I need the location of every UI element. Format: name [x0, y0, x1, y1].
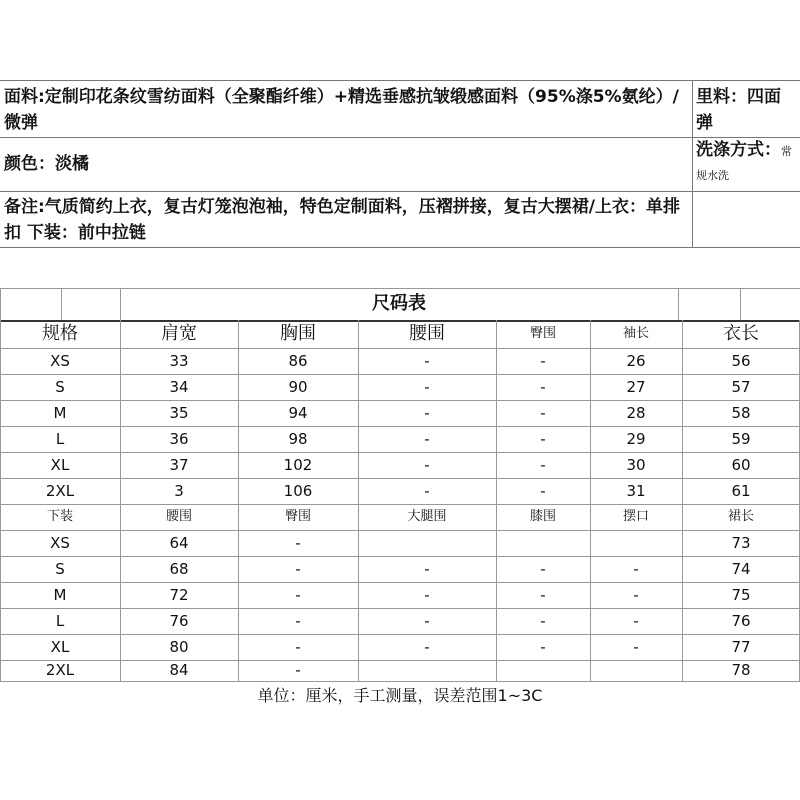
table-cell: -	[540, 482, 546, 500]
info-divider	[0, 137, 800, 138]
table-cell: XL	[50, 638, 70, 656]
table-cell: 84	[169, 661, 189, 679]
header-cell: 大腿围	[407, 509, 447, 524]
table-cell: 59	[731, 430, 751, 448]
header-cell: 袖长	[622, 326, 649, 341]
table-cell: -	[424, 378, 430, 396]
table-cell: 60	[731, 456, 751, 474]
table-cell: -	[540, 638, 546, 656]
table-cell: 94	[288, 404, 308, 422]
table-cell: -	[295, 661, 301, 679]
table-cell: 3	[174, 482, 184, 500]
table-cell: -	[295, 534, 301, 552]
table-cell: 29	[626, 430, 646, 448]
table-cell	[590, 530, 682, 556]
table-cell: 2XL	[45, 661, 75, 679]
table-cell: 106	[283, 482, 313, 500]
table-cell: -	[424, 430, 430, 448]
table-cell: XL	[50, 456, 70, 474]
size-table-title-row	[0, 288, 800, 320]
table-cell: 26	[626, 352, 646, 370]
color-text: 颜色：淡橘	[4, 154, 89, 174]
table-cell: 76	[169, 612, 189, 630]
table-cell: -	[295, 560, 301, 578]
table-cell: -	[295, 612, 301, 630]
table-cell: S	[55, 378, 65, 396]
table-cell: 90	[288, 378, 308, 396]
table-cell: -	[633, 612, 639, 630]
header-cell: 肩宽	[161, 323, 197, 344]
table-cell: -	[540, 612, 546, 630]
table-cell: XS	[50, 534, 70, 552]
table-cell: 64	[169, 534, 189, 552]
table-cell: 78	[731, 661, 751, 679]
wash-label: 洗涤方式：	[696, 140, 781, 160]
header-cell: 胸围	[280, 323, 316, 344]
table-cell	[496, 530, 590, 556]
table-cell: -	[540, 430, 546, 448]
table-cell: 28	[626, 404, 646, 422]
table-cell: L	[55, 430, 65, 448]
table-cell: M	[53, 404, 67, 422]
lining-text: 里料：四面弹	[696, 87, 781, 133]
table-cell: -	[633, 560, 639, 578]
table-cell	[496, 660, 590, 681]
table-cell: -	[540, 456, 546, 474]
table-cell: 74	[731, 560, 751, 578]
table-cell: -	[540, 586, 546, 604]
table-cell: 86	[288, 352, 308, 370]
header-cell: 衣长	[723, 323, 759, 344]
table-cell: -	[424, 560, 430, 578]
table-cell: 102	[283, 456, 313, 474]
notes-text: 备注:气质简约上衣，复古灯笼泡泡袖，特色定制面料，压褶拼接，复古大摆裙/上衣：单排扣 下装：前中拉链	[4, 197, 681, 243]
table-cell: 77	[731, 638, 751, 656]
table-cell: -	[424, 456, 430, 474]
header-cell: 臀围	[284, 509, 311, 524]
table-cell: L	[55, 612, 65, 630]
header-cell: 裙长	[727, 509, 754, 524]
header-cell: 摆口	[622, 509, 649, 524]
table-cell: 72	[169, 586, 189, 604]
table-cell: M	[53, 586, 67, 604]
table-cell: 33	[169, 352, 189, 370]
table-cell: -	[424, 404, 430, 422]
unit-note: 单位：厘米，手工测量，误差范围1~3C	[257, 686, 543, 705]
table-cell: 2XL	[45, 482, 75, 500]
table-cell: 73	[731, 534, 751, 552]
table-cell: 68	[169, 560, 189, 578]
table-cell: -	[540, 352, 546, 370]
table-cell: -	[295, 638, 301, 656]
table-cell: S	[55, 560, 65, 578]
table-cell: 61	[731, 482, 751, 500]
header-cell: 腰围	[165, 509, 192, 524]
table-cell: -	[295, 586, 301, 604]
table-cell: 57	[731, 378, 751, 396]
table-cell: -	[424, 586, 430, 604]
header-cell: 腰围	[409, 323, 445, 344]
table-cell: -	[424, 482, 430, 500]
table-cell: 75	[731, 586, 751, 604]
info-divider-vertical	[692, 81, 693, 247]
table-cell: 35	[169, 404, 189, 422]
table-cell: 98	[288, 430, 308, 448]
table-cell: 76	[731, 612, 751, 630]
header-cell: 臀围	[529, 326, 556, 341]
table-cell: -	[424, 352, 430, 370]
table-cell: -	[633, 638, 639, 656]
table-cell: -	[540, 560, 546, 578]
table-cell: 37	[169, 456, 189, 474]
table-cell: -	[540, 404, 546, 422]
table-cell	[358, 660, 496, 681]
table-cell: -	[424, 612, 430, 630]
table-cell: 36	[169, 430, 189, 448]
wash-value: 常规水洗	[696, 145, 792, 182]
table-cell: -	[424, 638, 430, 656]
table-cell: XS	[50, 352, 70, 370]
info-divider	[0, 191, 800, 192]
table-cell: 56	[731, 352, 751, 370]
table-cell: -	[633, 586, 639, 604]
table-cell	[358, 530, 496, 556]
size-table	[0, 320, 800, 682]
header-cell: 规格	[42, 323, 78, 344]
table-cell: 80	[169, 638, 189, 656]
size-table-title: 尺码表	[372, 293, 426, 314]
header-cell: 膝围	[529, 509, 556, 524]
table-cell: 30	[626, 456, 646, 474]
header-cell: 下装	[46, 509, 73, 524]
fabric-text: 面料:定制印花条纹雪纺面料（全聚酯纤维）+精选垂感抗皱缎感面料（95%涤5%氨纶）/微弹	[4, 87, 679, 133]
table-cell: 58	[731, 404, 751, 422]
wash-method	[696, 139, 800, 187]
table-cell	[590, 660, 682, 681]
table-cell: 34	[169, 378, 189, 396]
table-cell: 27	[626, 378, 646, 396]
table-cell: 31	[626, 482, 646, 500]
table-cell: -	[540, 378, 546, 396]
product-info-block	[0, 80, 800, 248]
